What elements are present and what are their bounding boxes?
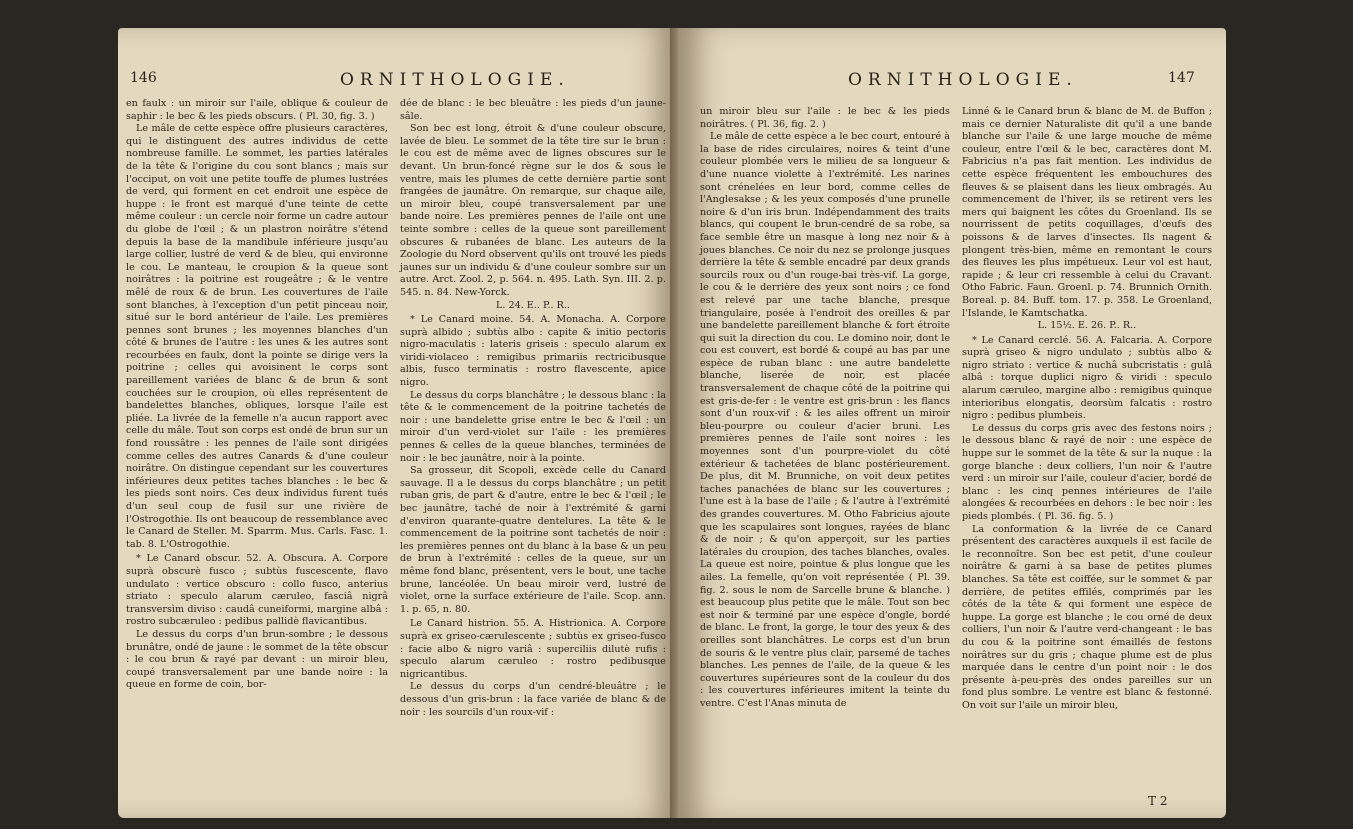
left-page (118, 28, 678, 818)
paragraph: Le mâle de cette espèce a le bec court, entouré à la base de rides circulaires, noires & teint d'une couleur plombée vers le milieu de sa longueur & d'une nuance violette à l'extrémité. Les narines sont crénelées en leur bord, comme celles de l'Anglesakse ; & les yeux composés d'une prunelle noire & d'un iris brun. Indépendamment des traits blancs, qui coupent le brun-cendré de sa robe, sa face semble être un masque à long nez noir & à joues blanches. Ce noir du nez se prolonge jusques derrière la tête & semble encadré par deux grands sourcils roux ou d'un rouge-bai très-vif. La gorge, le cou & le derrière des yeux sont noirs ; ce fond est relevé par une tache blanche, presque triangulaire, posée à l'endroit des oreilles & par une bandelette pareillement blanche & fort étroite qui suit la direction du cou. Le domino noir, dont le cou est couvert, est bordé & coupé au bas par une espèce de ruban blanc : une autre bandelette blanche, liserée de noir, est placée transversalement de chaque côté de la poitrine qui est gris-de-fer : le ventre est gris-brun : les flancs sont d'un roux-vif : & les ailes offrent un miroir bleu-pourpre ou couleur d'acier bruni. Les premières pennes de l'aile sont noires : les moyennes sont d'un pourpre-violet du côté extérieur & tachetées de blanc postérieurement. De plus, dit M. Brunniche, on voit deux petites taches panachées de blanc sur les couvertures ; l'une est à la base de l'aile ; & l'autre à l'extrémité des grandes couvertures. M. Otho Fabricius ajoute que les scapulaires sont longues, rayées de blanc & de noir ; & qu'on apperçoit, sur les parties latérales du croupion, des taches blanches, ovales. La queue est noire, pointue & plus longue que les ailes. La femelle, qu'on voit représentée ( Pl. 39. fig. 2. sous le nom de Sarcelle brune & blanche. ) est beaucoup plus petite que le mâle. Tout son bec est noir & terminé par une espèce d'ongle, bordé de blanc. Le front, la gorge, le tour des yeux & des oreilles sont blanchâtres. Le corps est d'un brun de souris & le ventre plus clair, parsemé de taches blanches. Les pennes de l'aile, de la queue & les couvertures supérieures sont de la couleur du dos : les couvertures inférieures imitent la teinte du ventre. C'est l'Anas minuta de (700, 131, 950, 709)
paragraph: Le dessus du corps d'un cendré-bleuâtre ; le dessous d'un gris-brun : la face variée de blanc & de noir : les sourcils d'un roux-vif : (400, 681, 666, 718)
page-number-left: 146 (130, 70, 157, 86)
right-column-2 (962, 106, 1212, 713)
left-column-1 (126, 98, 388, 692)
paragraph: un miroir bleu sur l'aile : le bec & les pieds noirâtres. ( Pl. 36, fig. 2. ) (700, 106, 950, 130)
paragraph: Linné & le Canard brun & blanc de M. de Buffon ; mais ce dernier Naturaliste dit qu'il a une bande blanche sur l'aile & une large mouche de même couleur, entre l'œil & le bec, caractères dont M. Fabricius n'a pas fait mention. Les individus de cette espèce fréquentent les embouchures des fleuves & se plaisent dans les lieux ombragés. Au commencement de l'hiver, ils se retirent vers les mers qui baignent les côtes du Groenland. Ils se nourrissent de petits coquillages, d'œufs des poissons & de larves d'insectes. Ils nagent & plongent très-bien, même en remontant le cours des fleuves les plus impétueux. Leur vol est haut, rapide ; & leur cri ressemble à celui du Cravant. Otho Fabric. Faun. Groenl. p. 74. Brunnich Ornith. Boreal. p. 84. Buff. tom. 17. p. 358. Le Groenland, l'Islande, le Kamtschatka. (962, 106, 1212, 319)
paragraph: en faulx : un miroir sur l'aile, oblique & couleur de saphir : le bec & les pieds obscurs. ( Pl. 30, fig. 3. ) (126, 98, 388, 122)
right-page (678, 28, 1226, 818)
measurement-line: L. 24. E.. P.. R.. (496, 299, 570, 311)
running-head-right: ORNITHOLOGIE. (848, 70, 1078, 90)
paragraph: Le dessus du corps blanchâtre ; le dessous blanc : la tête & le commencement de la poitrine tachetés de noir : une bandelette grise entre le bec & l'œil : un miroir d'un verd-violet sur l'aile : les premières pennes & celles de la queue blanches, terminées de noir : le bec jaunâtre, noir à la pointe. (400, 389, 666, 464)
signature-mark: T 2 (1148, 794, 1168, 808)
paragraph: Le mâle de cette espèce offre plusieurs caractères, qui le distinguent des autres individus de cette nombreuse famille. Le sommet, les parties latérales de la tête & l'origine du cou sont blancs ; mais sur l'occiput, on voit une petite touffe de plumes lustrées de verd, qui forment en cet endroit une espèce de huppe : le front est marqué d'une teinte de cette même couleur : un cercle noir forme un cadre autour du globe de l'œil ; & un plastron noirâtre s'étend depuis la base de la mandibule inférieure jusqu'au large collier, lustré de verd & de bleu, qui environne le cou. Le manteau, le croupion & la queue sont noirâtres : la poitrine est rougeâtre ; & le ventre mêlé de roux & de brun. Les couvertures de l'aile sont blanches, à l'exception d'un petit pinceau noir, situé sur le bord antérieur de l'aile. Les premières pennes sont brunes ; les moyennes blanches d'un côté & brunes de l'autre : les unes & les autres sont recourbées en faulx, dont la pointe se dirige vers la poitrine ; celles qui avoisinent le corps sont pareillement variées de blanc & de brun & sont couchées sur le croupion, où elles représentent de bandelettes blanches, obliques, lorsque l'aile est pliée. La livrée de la femelle n'a aucun rapport avec celle du mâle. Tout son corps est ondé de brun sur un fond roussâtre : les pennes de l'aile sont dirigées comme celles des autres Canards & d'une couleur noirâtre. On distingue cependant sur les couvertures inférieures deux petites taches blanches : le bec & les pieds sont noirs. Ces deux individus furent tués d'un seul coup de fusil sur une rivière de l'Ostrogothie. Ils ont beaucoup de ressemblance avec le Canard de Steller. M. Sparrm. Mus. Carls. Fasc. 1. tab. 8. L'Ostrogothie. (126, 123, 388, 550)
page-number-right: 147 (1168, 70, 1195, 86)
species-entry: Le Canard histrion. 55. A. Histrionica. A. Corpore suprà ex griseo-cærulescente ; subtùs ex griseo-fusco : facie albo & nigro variâ : superciliis dilutè rufis : speculo alarum cæruleo : rostro pedibusque nigricantibus. (400, 618, 666, 680)
paragraph: Le dessus du corps d'un brun-sombre ; le dessous brunâtre, ondé de jaune : le sommet de la tête obscur : le cou brun & rayé par devant : un miroir bleu, coupé transversalement par une bande noire : la queue en forme de coin, bor- (126, 628, 388, 691)
measurement-line: L. 15½. E. 26. P.. R.. (1037, 320, 1137, 332)
right-column-1 (700, 106, 950, 711)
paragraph: Son bec est long, étroit & d'une couleur obscure, lavée de bleu. Le sommet de la tête tire sur le brun : le cou est de même avec de lignes obscures sur le devant. Un brun-foncé règne sur le dos & sous le ventre, mais les plumes de cette dernière partie sont frangées de jaunâtre. On remarque, sur chaque aile, un miroir bleu, coupé transversalement par une bande noire. Les premières pennes de l'aile ont une teinte sombre : celles de la queue sont pareillement obscures & rubanées de blanc. Les auteurs de la Zoologie du Nord observent qu'ils ont trouvé les pieds jaunes sur un individu & d'une couleur sombre sur un autre. Arct. Zool. 2, p. 564. n. 495. Lath. Syn. III. 2. p. 545. n. 84. New-Yorck. (400, 123, 666, 298)
species-entry: * Le Canard obscur. 52. A. Obscura. A. Corpore suprà obscurè fusco ; subtùs fuscescente, flavo undulato : vertice obscuro : collo fusco, anterius striato : speculo alarum cæruleo, fasciâ nigrâ transversìm diviso : caudâ cuneiformi, margine albâ : rostro subcæruleo : pedibus pallidè flavicantibus. (126, 553, 388, 628)
running-head-left: ORNITHOLOGIE. (340, 70, 570, 90)
species-entry: * Le Canard moine. 54. A. Monacha. A. Corpore suprà albido ; subtùs albo : capite & initio pectoris nigro-maculatis : lateris griseis : speculo alarum ex viridi-violaceo : remigibus primariis rectricibusque albis, fusco terminatis : rostro flavescente, apice nigro. (400, 314, 666, 389)
paragraph: dée de blanc : le bec bleuâtre : les pieds d'un jaune-sâle. (400, 98, 666, 122)
paragraph: La conformation & la livrée de ce Canard présentent des caractères auxquels il est facile de le reconnoître. Son bec est petit, d'une couleur noirâtre & garni à sa base de petites plumes blanches. Sa tête est coiffée, sur le sommet & par derrière, de petites effilés, comprimés par les côtés de la tête & qui forment une espèce de huppe. La gorge est blanche ; le cou orné de deux colliers, l'un noir & l'autre verd-changeant : le bas du cou & la poitrine sont émaillés de festons noirâtres sur du gris ; chaque plume est de plus marquée dans le centre d'un point noir : le dos présente à-peu-près des ondes pareilles sur un fond plus sombre. Le ventre est blanc & festonné. On voit sur l'aile un miroir bleu, (962, 523, 1212, 711)
species-entry: * Le Canard cerclé. 56. A. Falcaria. A. Corpore suprà griseo & nigro undulato ; subtùs albo & nigro striato : vertice & nuchâ subcristatis : gulâ albâ : torque duplici nigro & viridi : speculo alarum cæruleo, margine albo : remigibus quinque interioribus elongatis, deorsùm falcatis : rostro nigro : pedibus plumbeis. (962, 334, 1212, 422)
paragraph: Sa grosseur, dit Scopoli, excède celle du Canard sauvage. Il a le dessus du corps blanchâtre ; un petit ruban gris, de part & d'autre, entre le bec & l'œil ; le bec jaunâtre, taché de noir à l'extrémité & garni d'environ quarante-quatre dentelures. La tête & le commencement de la poitrine sont tachetés de noir : les premières pennes ont du blanc à la base & un peu de brun à l'extrémité : celles de la queue, sur un même fond blanc, présentent, vers le bout, une tache brune, lancéolée. Un beau miroir verd, lustré de violet, orne la surface extérieure de l'aile. Scop. ann. 1. p. 65, n. 80. (400, 465, 666, 615)
paragraph: Le dessus du corps gris avec des festons noirs ; le dessous blanc & rayé de noir : une espèce de huppe sur le sommet de la tête & sur la nuque : la gorge blanche : deux colliers, l'un noir & l'autre verd : un miroir sur l'aile, couleur d'acier, bordé de blanc : les cinq pennes intérieures de l'aile alongées & recourbées en dehors : le bec noir : les pieds plombés. ( Pl. 36. fig. 5. ) (962, 422, 1212, 522)
left-column-2 (400, 98, 666, 719)
